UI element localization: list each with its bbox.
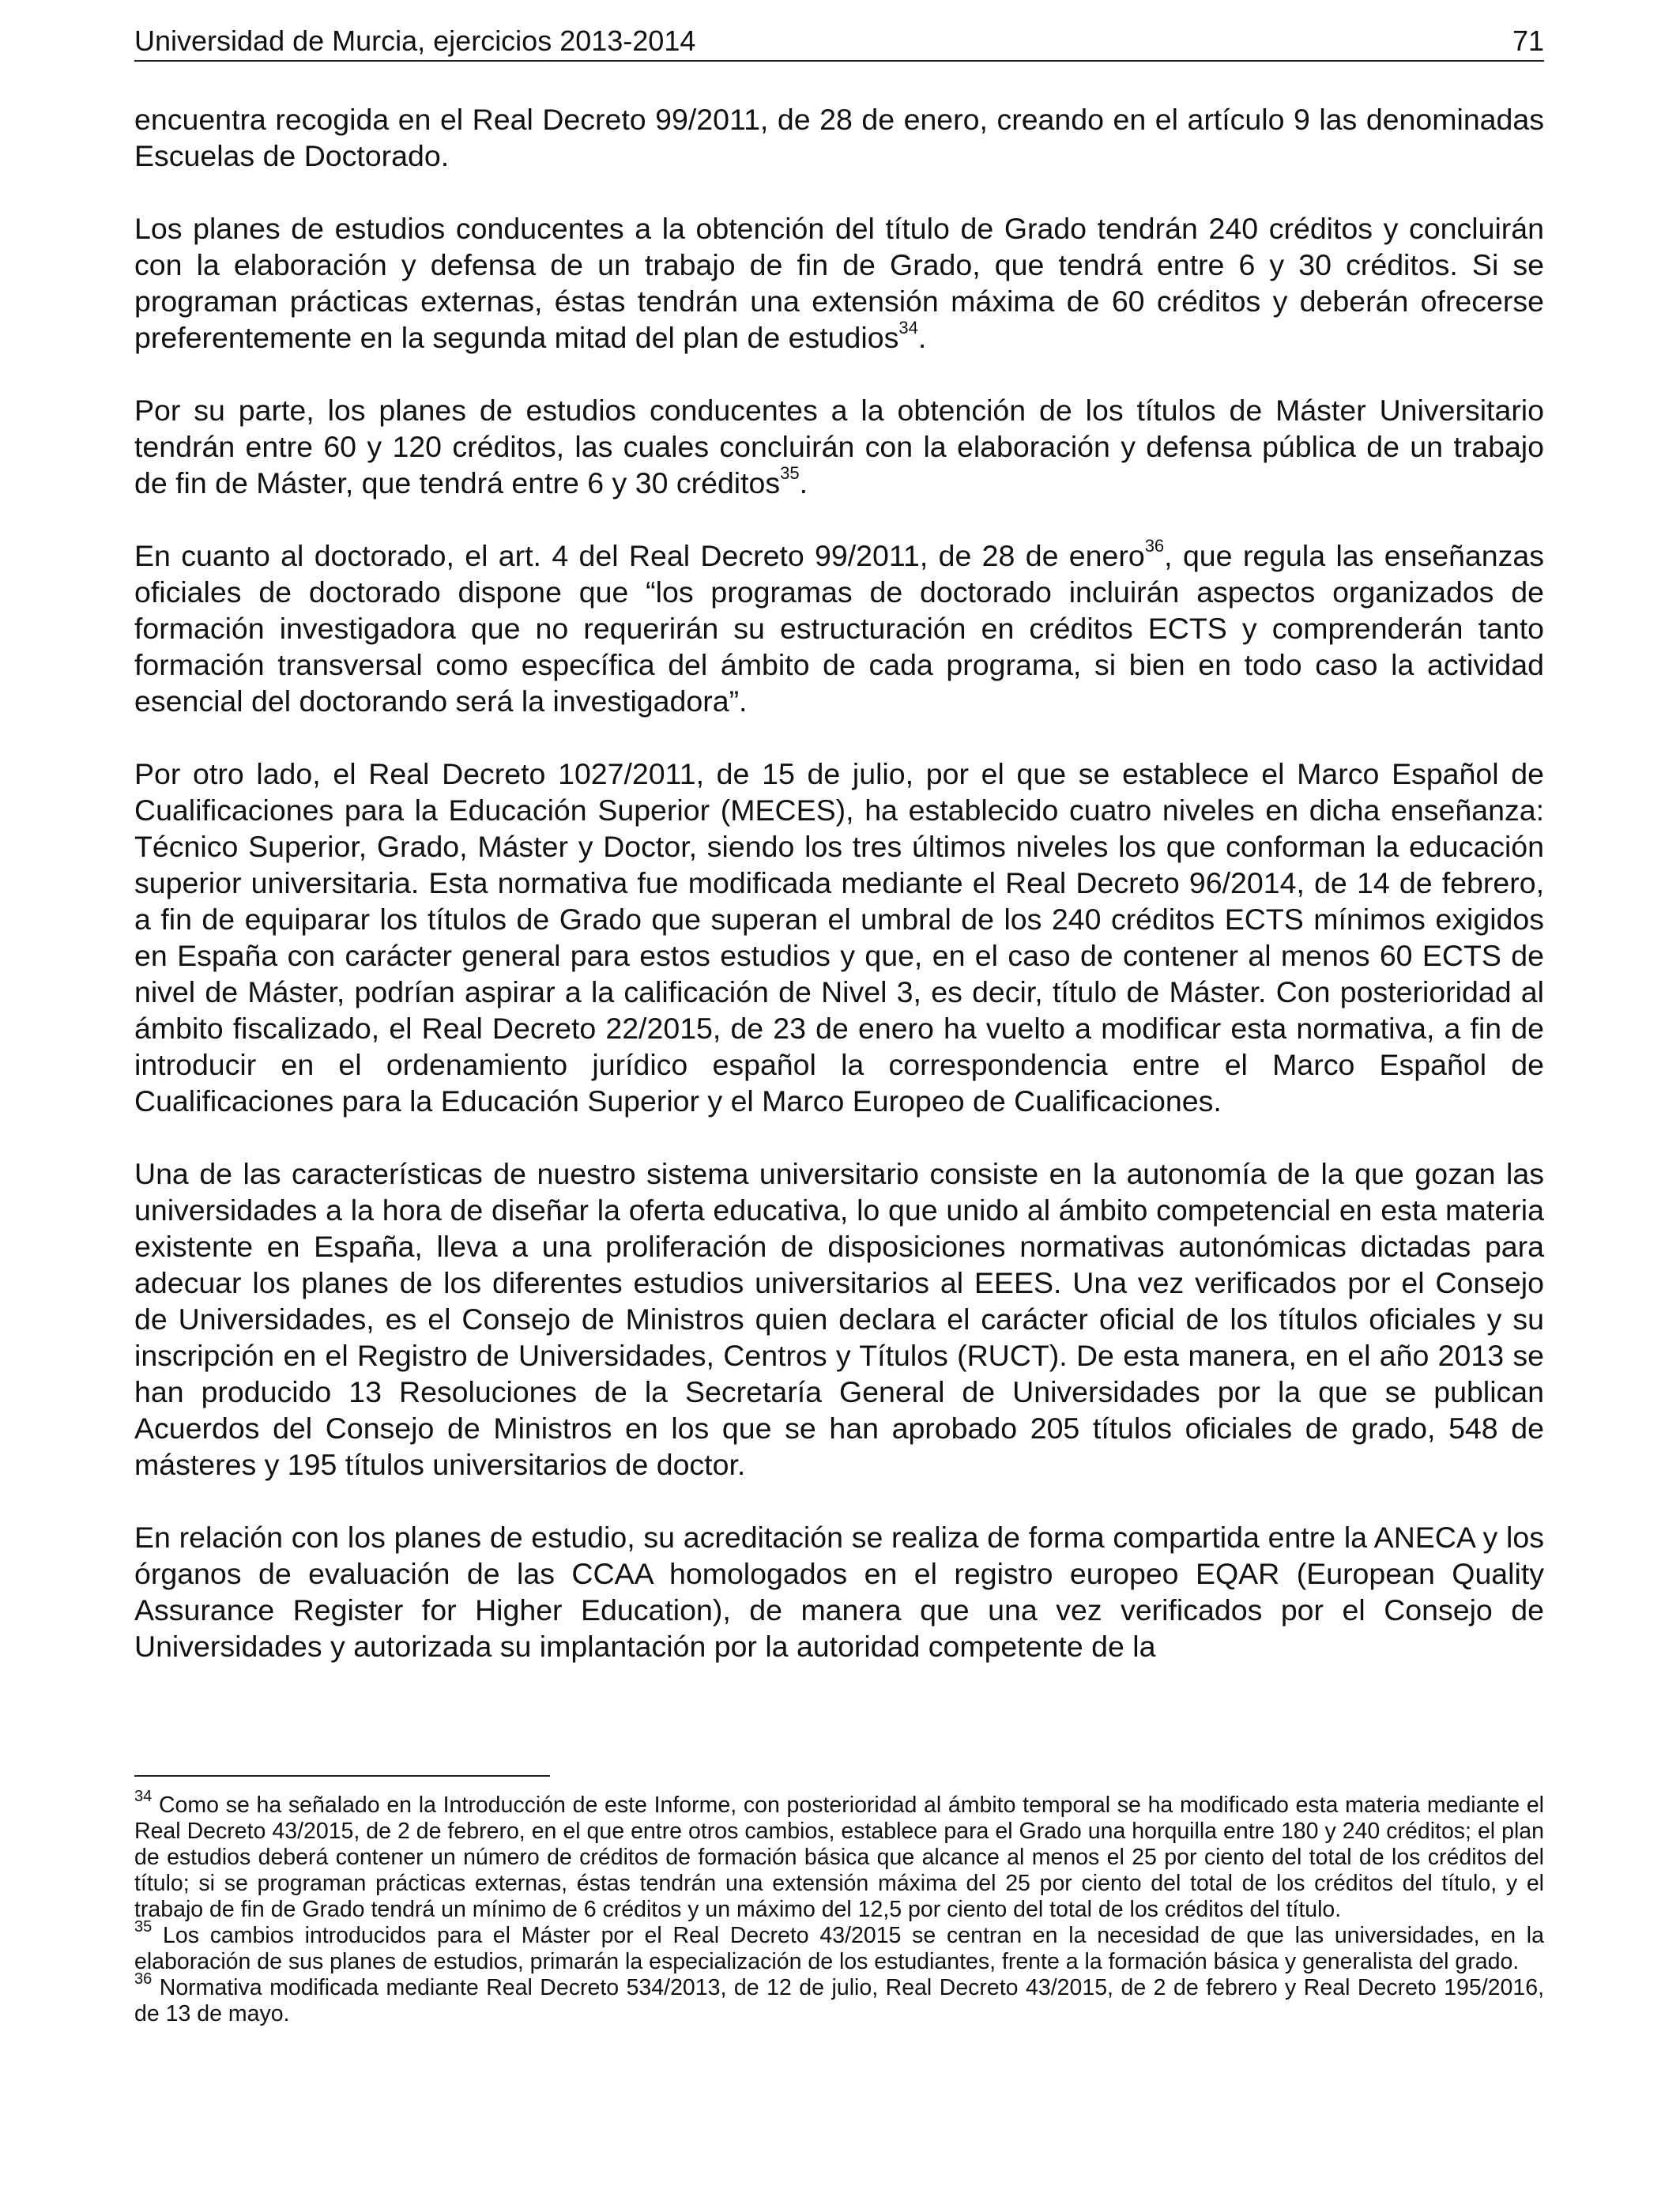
page-header [134, 22, 1544, 62]
footnote-ref[interactable]: 35 [780, 463, 800, 483]
paragraph: Una de las características de nuestro sistema universitario consiste en la autonomía de la que gozan las universidades a la hora de diseñar la oferta educativa, lo que unido al ámbito competencial en esta materia existente en España, lleva a una proliferación de disposiciones normativas autonómicas dictadas para adecuar los planes de los diferentes estudios universitarios al EEES. Una vez verificados por el Consejo de Universidades, es el Consejo de Ministros quien declara el carácter oficial de los títulos oficiales y su inscripción en el Registro de Universidades, Centros y Títulos (RUCT). De esta manera, en el año 2013 se han producido 13 Resoluciones de la Secretaría General de Universidades por la que se publican Acuerdos del Consejo de Ministros en los que se han aprobado 205 títulos oficiales de grado, 548 de másteres y 195 títulos universitarios de doctor. [134, 1157, 1544, 1481]
page-number: 71 [1512, 25, 1544, 57]
paragraph: Por otro lado, el Real Decreto 1027/2011, de 15 de julio, por el que se establece el Marco Español de Cualificaciones para la Educación Superior (MECES), ha establecido cuatro niveles en dicha enseñanza: Técnico Superior, Grado, Máster y Doctor, siendo los tres últimos niveles los que conforman la educación superior universitaria. Esta normativa fue modificada mediante el Real Decreto 96/2014, de 14 de febrero, a fin de equiparar los títulos de Grado que superan el umbral de los 240 créditos ECTS mínimos exigidos en España con carácter general para estos estudios y que, en el caso de contener al menos 60 ECTS de nivel de Máster, podrían aspirar a la calificación de Nivel 3, es decir, título de Máster. Con posterioridad al ámbito fiscalizado, el Real Decreto 22/2015, de 23 de enero ha vuelto a modificar esta normativa, a fin de introducir en el ordenamiento jurídico español la correspondencia entre el Marco Español de Cualificaciones para la Educación Superior y el Marco Europeo de Cualificaciones. [134, 757, 1544, 1118]
paragraph: En relación con los planes de estudio, su acreditación se realiza de forma compartida entre la ANECA y los órganos de evaluación de las CCAA homologados en el registro europeo EQAR (European Quality Assurance Register for Higher Education), de manera que una vez verificados por el Consejo de Universidades y autorizada su implantación por la autoridad competente de la [134, 1521, 1544, 1663]
paragraph: encuentra recogida en el Real Decreto 99/2011, de 28 de enero, creando en el artículo 9 las denominadas Escuelas de Doctorado. [134, 103, 1544, 172]
footnote-number: 36 [134, 1970, 153, 1988]
footnotes [134, 1788, 1544, 2027]
footnote: $^{34}$ Como se ha señalado en la Introducción de este Informe, con posterioridad al ámbito temporal se ha modificado esta materia mediante el Real Decreto 43/2015, de 2 de febrero, en el que entre otros cambios, establece para el Grado una horquilla entre 180 y 240 créditos; el plan de estudios deberá contener un número de créditos de formación básica que alcance al menos el 25 por ciento del total de los créditos del título; si se programan prácticas externas, éstas tendrán una extensión máxima del 25 por ciento del total de los créditos del título, y el trabajo de fin de Grado tendrá un mínimo de 6 créditos y un máximo del 12,5 por ciento del total de los créditos del título. [134, 1788, 1544, 1922]
footnote-number: 35 [134, 1918, 153, 1936]
paragraph: En cuanto al doctorado, el art. 4 del Real Decreto 99/2011, de 28 de enero$^{36}$, que regula las enseñanzas oficiales de doctorado dispone que “los programas de doctorado incluirán aspectos organizados de formación investigadora que no requerirán su estructuración en créditos ECTS y comprenderán tanto formación transversal como específica del ámbito de cada programa, si bien en todo caso la actividad esencial del doctorando será la investigadora”. [134, 536, 1544, 718]
footnote-ref[interactable]: 36 [1144, 536, 1165, 556]
footnote-ref[interactable]: 34 [898, 318, 918, 337]
body-text [134, 101, 1544, 1701]
footnote-separator [134, 1775, 550, 1777]
footnote: $^{36}$ Normativa modificada mediante Real Decreto 534/2013, de 12 de julio, Real Decreto 43/2015, de 2 de febrero y Real Decreto 195/2016, de 13 de mayo. [134, 1970, 1544, 2026]
running-title: Universidad de Murcia, ejercicios 2013-2014 [134, 25, 696, 57]
footnote-number: 34 [134, 1788, 153, 1805]
footnote: $^{35}$ Los cambios introducidos para el Máster por el Real Decreto 43/2015 se centran en la necesidad de que las universidades, en la elaboración de sus planes de estudios, primarán la especialización de los estudiantes, frente a la formación básica y generalista del grado. [134, 1918, 1544, 1974]
paragraph: Por su parte, los planes de estudios conducentes a la obtención de los títulos de Máster Universitario tendrán entre 60 y 120 créditos, las cuales concluirán con la elaboración y defensa pública de un trabajo de fin de Máster, que tendrá entre 6 y 30 créditos$^{35}$. [134, 394, 1544, 499]
paragraph: Los planes de estudios conducentes a la obtención del título de Grado tendrán 240 créditos y concluirán con la elaboración y defensa de un trabajo de fin de Grado, que tendrá entre 6 y 30 créditos. Si se programan prácticas externas, éstas tendrán una extensión máxima de 60 créditos y deberán ofrecerse preferentemente en la segunda mitad del plan de estudios$^{34}$. [134, 212, 1544, 354]
